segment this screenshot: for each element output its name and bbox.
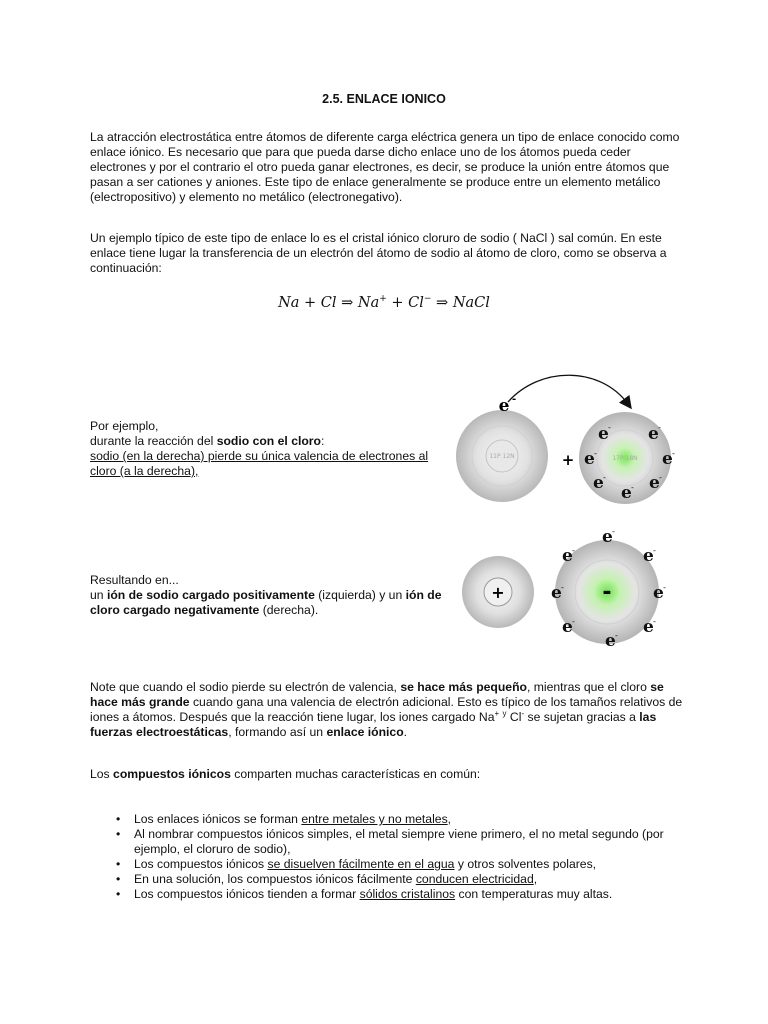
electron-label: e	[593, 473, 604, 493]
electron-label: e	[562, 546, 573, 566]
electron-label: e	[643, 617, 654, 637]
svg-text:-: -	[653, 617, 656, 626]
electron-label: e	[584, 449, 595, 469]
svg-text:-: -	[608, 423, 611, 432]
svg-text:-: -	[612, 528, 615, 536]
plus-sign: +	[561, 451, 575, 469]
svg-text:-: -	[615, 631, 618, 640]
transfer-arrow	[508, 375, 628, 404]
electron-label: e	[602, 528, 613, 547]
svg-text:-: -	[561, 583, 564, 592]
list-item: • Al nombrar compuestos iónicos simples, el metal siempre viene primero, el no metal segundo (por ejemplo, el cloruro de sodio),	[108, 827, 708, 857]
svg-text:-: -	[512, 394, 517, 405]
sodium-nucleus: 11P 12N	[489, 453, 515, 460]
electron-label: e	[662, 449, 673, 469]
svg-text:-: -	[594, 449, 597, 458]
resulting-ions-diagram	[450, 528, 680, 652]
result-text: Resultando en... un ión de sodio cargado positivamente (izquierda) y un ión de cloro cargado negativamente (derecha).	[90, 573, 442, 617]
electron-label: e	[551, 583, 562, 603]
electron-label: e	[653, 583, 664, 603]
svg-text:-: -	[572, 617, 575, 626]
svg-text:-: -	[631, 483, 634, 492]
svg-text:-: -	[653, 546, 656, 555]
characteristics-list	[108, 812, 708, 902]
electron-label: e	[649, 473, 660, 493]
list-item: • Los compuestos iónicos se disuelven fácilmente en el agua y otros solventes polares,	[108, 857, 708, 872]
note-paragraph: Note que cuando el sodio pierde su electrón de valencia, se hace más pequeño, mientras que el cloro se hace más grande cuando gana una valencia de electrón adicional. Esto es típico de los tamaños relativos de iones a átomos. Después que la reacción tiene lugar, los iones cargado Na+ $^y$ Cl- se sujetan gracias a las fuerzas electroestáticas, formando así un enlace iónico.	[90, 680, 683, 739]
svg-text:-: -	[659, 473, 662, 482]
compounds-intro: Los compuestos iónicos comparten muchas características en común:	[90, 767, 481, 781]
svg-text:-: -	[663, 583, 666, 592]
intro-paragraph: La atracción electrostática entre átomos de diferente carga eléctrica genera un tipo de enlace conocido como enlace iónico. Es necesario que para que pueda darse dicho enlace uno de los átomos pueda ceder electrones y por el contrario el otro pueda ganar electrones, es decir, se produce la unión entre átomos que pasan a ser cationes y aniones. Este tipo de enlace generalmente se produce entre un elemento metálico (electropositivo) y elemento no metálico (electronegativo).	[90, 130, 680, 204]
electron-label: e	[562, 617, 573, 637]
svg-text:-: -	[658, 423, 661, 432]
list-item: • Los enlaces iónicos se forman entre metales y no metales,	[108, 812, 708, 827]
example-text: Por ejemplo, durante la reacción del sodio con el cloro: sodio (en la derecha) pierde su única valencia de electrones al cloro (a la derecha),	[90, 419, 429, 478]
svg-text:-: -	[672, 449, 675, 458]
electron-label: e	[643, 546, 654, 566]
electron-transfer-diagram	[450, 370, 680, 510]
electron-label: e	[598, 424, 609, 444]
transferred-electron: e	[498, 396, 510, 416]
svg-text:-: -	[603, 473, 606, 482]
list-item: • En una solución, los compuestos iónicos fácilmente conducen electricidad,	[108, 872, 708, 887]
svg-text:-: -	[572, 546, 575, 555]
electron-label: e	[648, 424, 659, 444]
electron-label: e	[605, 631, 616, 651]
list-item: • Los compuestos iónicos tienden a formar sólidos cristalinos con temperaturas muy altas.	[108, 887, 708, 902]
page-title: 2.5. ENLACE IONICO	[322, 92, 446, 106]
electron-label: e	[621, 483, 632, 503]
chlorine-nucleus: 17P 18N	[612, 455, 638, 462]
example-paragraph: Un ejemplo típico de este tipo de enlace lo es el cristal iónico cloruro de sodio ( NaCl ) sal común. En este enlace tiene lugar la transferencia de un electrón del átomo de sodio al átomo de cloro, como se observa a continuación:	[90, 231, 667, 275]
negative-charge: -	[602, 580, 612, 605]
reaction-equation: Na + Cl ⇒ Na+ + Cl− ⇒ NaCl	[278, 294, 490, 311]
positive-charge: +	[491, 583, 505, 602]
